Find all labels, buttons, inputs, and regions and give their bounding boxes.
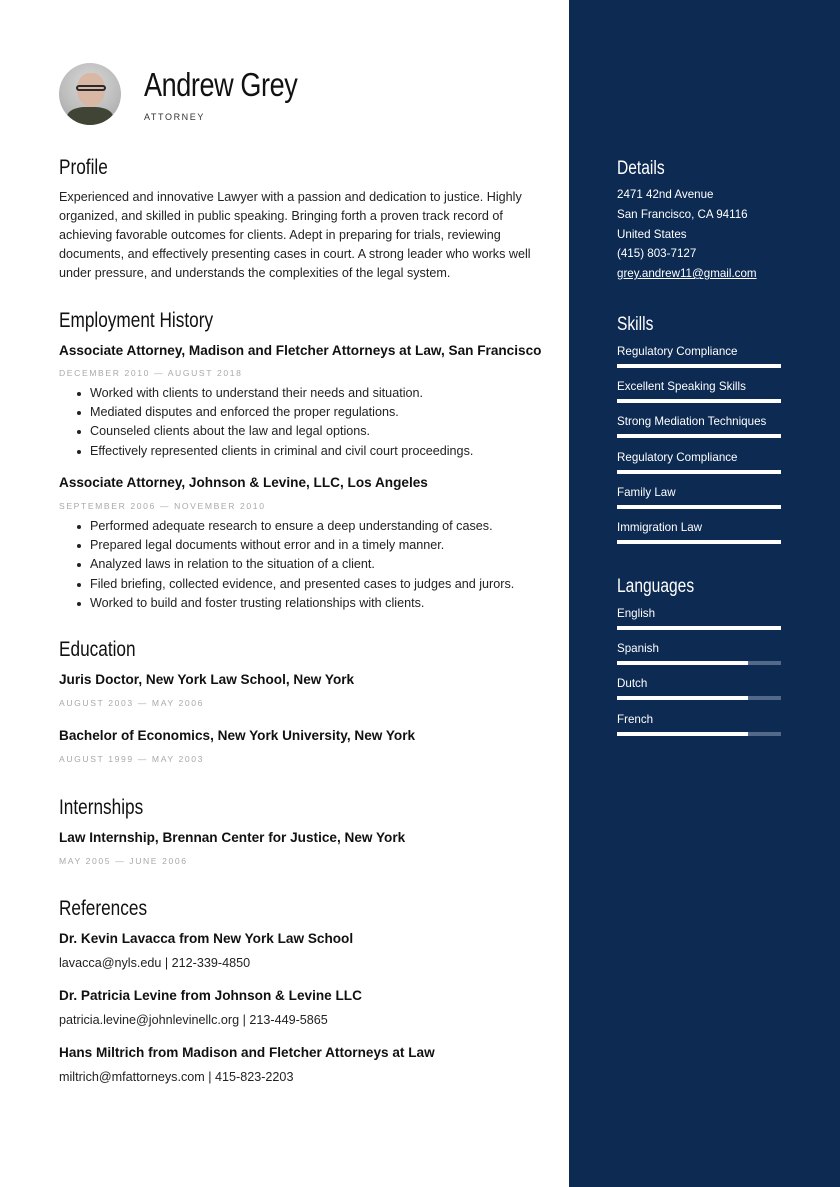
skill-label: Immigration Law <box>617 521 703 534</box>
language-level-fill <box>617 696 748 700</box>
education-dates: AUGUST 2003 — MAY 2006 <box>59 698 205 708</box>
section-title-education: Education <box>59 638 136 661</box>
skill-level-bar <box>617 540 781 544</box>
reference-contact[interactable]: lavacca@nyls.edu | 212-339-4850 <box>59 956 251 970</box>
language-level-bar <box>617 732 781 736</box>
reference-contact[interactable]: miltrich@mfattorneys.com | 415-823-2203 <box>59 1070 294 1084</box>
details-email-link[interactable]: grey.andrew11@gmail.com <box>617 267 757 280</box>
skill-level-bar <box>617 364 781 368</box>
list-item: Prepared legal documents without error and in a timely manner. <box>77 536 514 555</box>
skill-level-fill <box>617 505 781 509</box>
job-bullets <box>77 384 473 461</box>
name-block <box>144 67 331 122</box>
skill-label: Regulatory Compliance <box>617 345 738 358</box>
list-item: Filed briefing, collected evidence, and presented cases to judges and jurors. <box>77 575 514 594</box>
internship-dates: MAY 2005 — JUNE 2006 <box>59 856 188 866</box>
details-address: 2471 42nd Avenue <box>617 188 714 201</box>
list-item: Worked with clients to understand their needs and situation. <box>77 384 473 403</box>
language-label: Spanish <box>617 642 659 656</box>
section-title-employment: Employment History <box>59 309 214 332</box>
language-label: English <box>617 607 656 620</box>
section-title-details: Details <box>617 158 665 179</box>
skill-label: Family Law <box>617 485 676 499</box>
skill-label: Strong Mediation Techniques <box>617 415 767 429</box>
section-title-internships: Internships <box>59 796 144 819</box>
profile-text: Experienced and innovative Lawyer with a passion and dedication to justice. Highly organized, and skilled in public speaking. Bringing forth a proven track record of achieving favorable outcomes for clients. Adept in preparing for trials, reviewing documents, and effectively presenting cases in court. A strong leader who works well under pressure, and understands the complexities of the legal system. <box>59 190 531 280</box>
job-dates: DECEMBER 2010 — AUGUST 2018 <box>59 368 243 378</box>
section-title-languages: Languages <box>617 576 695 597</box>
language-label: Dutch <box>617 677 648 691</box>
skill-label: Excellent Speaking Skills <box>617 380 746 394</box>
list-item: Counseled clients about the law and legal options. <box>77 422 473 441</box>
details-country: United States <box>617 228 687 241</box>
language-level-bar <box>617 661 781 665</box>
education-title: Bachelor of Economics, New York University, New York <box>59 728 416 743</box>
list-item: Analyzed laws in relation to the situation of a client. <box>77 555 514 574</box>
skill-label: Regulatory Compliance <box>617 450 738 464</box>
language-level-bar <box>617 626 781 630</box>
reference-name: Dr. Kevin Lavacca from New York Law School <box>59 931 354 946</box>
job-title-entry: Associate Attorney, Johnson & Levine, LLC, Los Angeles <box>59 475 428 490</box>
skill-level-fill <box>617 434 781 438</box>
reference-contact[interactable]: patricia.levine@johnlevinellc.org | 213-449-5865 <box>59 1013 328 1027</box>
job-title: ATTORNEY <box>144 111 205 122</box>
list-item: Effectively represented clients in criminal and civil court proceedings. <box>77 442 473 461</box>
job-bullets <box>77 517 514 613</box>
skill-level-bar <box>617 470 781 474</box>
details-city: San Francisco, CA 94116 <box>617 208 748 221</box>
list-item: Performed adequate research to ensure a deep understanding of cases. <box>77 517 514 536</box>
language-level-bar <box>617 696 781 700</box>
sidebar <box>569 0 840 1187</box>
job-title-entry: Associate Attorney, Madison and Fletcher Attorneys at Law, San Francisco <box>59 343 542 358</box>
avatar-glasses <box>76 85 106 91</box>
section-title-skills: Skills <box>617 314 654 335</box>
avatar-shirt <box>67 107 113 125</box>
skill-level-bar <box>617 399 781 403</box>
candidate-name: Andrew Grey <box>144 65 298 103</box>
language-level-fill <box>617 626 781 630</box>
reference-name: Dr. Patricia Levine from Johnson & Levine LLC <box>59 988 362 1003</box>
skill-level-fill <box>617 470 781 474</box>
education-dates: AUGUST 1999 — MAY 2003 <box>59 754 205 764</box>
skill-level-bar <box>617 505 781 509</box>
internship-title: Law Internship, Brennan Center for Justice, New York <box>59 830 406 845</box>
details-phone: (415) 803-7127 <box>617 247 697 260</box>
job-dates: SEPTEMBER 2006 — NOVEMBER 2010 <box>59 501 266 511</box>
list-item: Mediated disputes and enforced the proper regulations. <box>77 403 473 422</box>
list-item: Worked to build and foster trusting relationships with clients. <box>77 594 514 613</box>
skill-level-bar <box>617 434 781 438</box>
skill-level-fill <box>617 540 781 544</box>
education-title: Juris Doctor, New York Law School, New York <box>59 672 355 687</box>
section-title-profile: Profile <box>59 156 108 179</box>
avatar <box>59 63 121 125</box>
skill-level-fill <box>617 364 781 368</box>
section-title-references: References <box>59 897 148 920</box>
resume-header <box>59 63 331 125</box>
language-label: French <box>617 712 654 726</box>
reference-name: Hans Miltrich from Madison and Fletcher Attorneys at Law <box>59 1045 435 1060</box>
skill-level-fill <box>617 399 781 403</box>
language-level-fill <box>617 661 748 665</box>
language-level-fill <box>617 732 748 736</box>
